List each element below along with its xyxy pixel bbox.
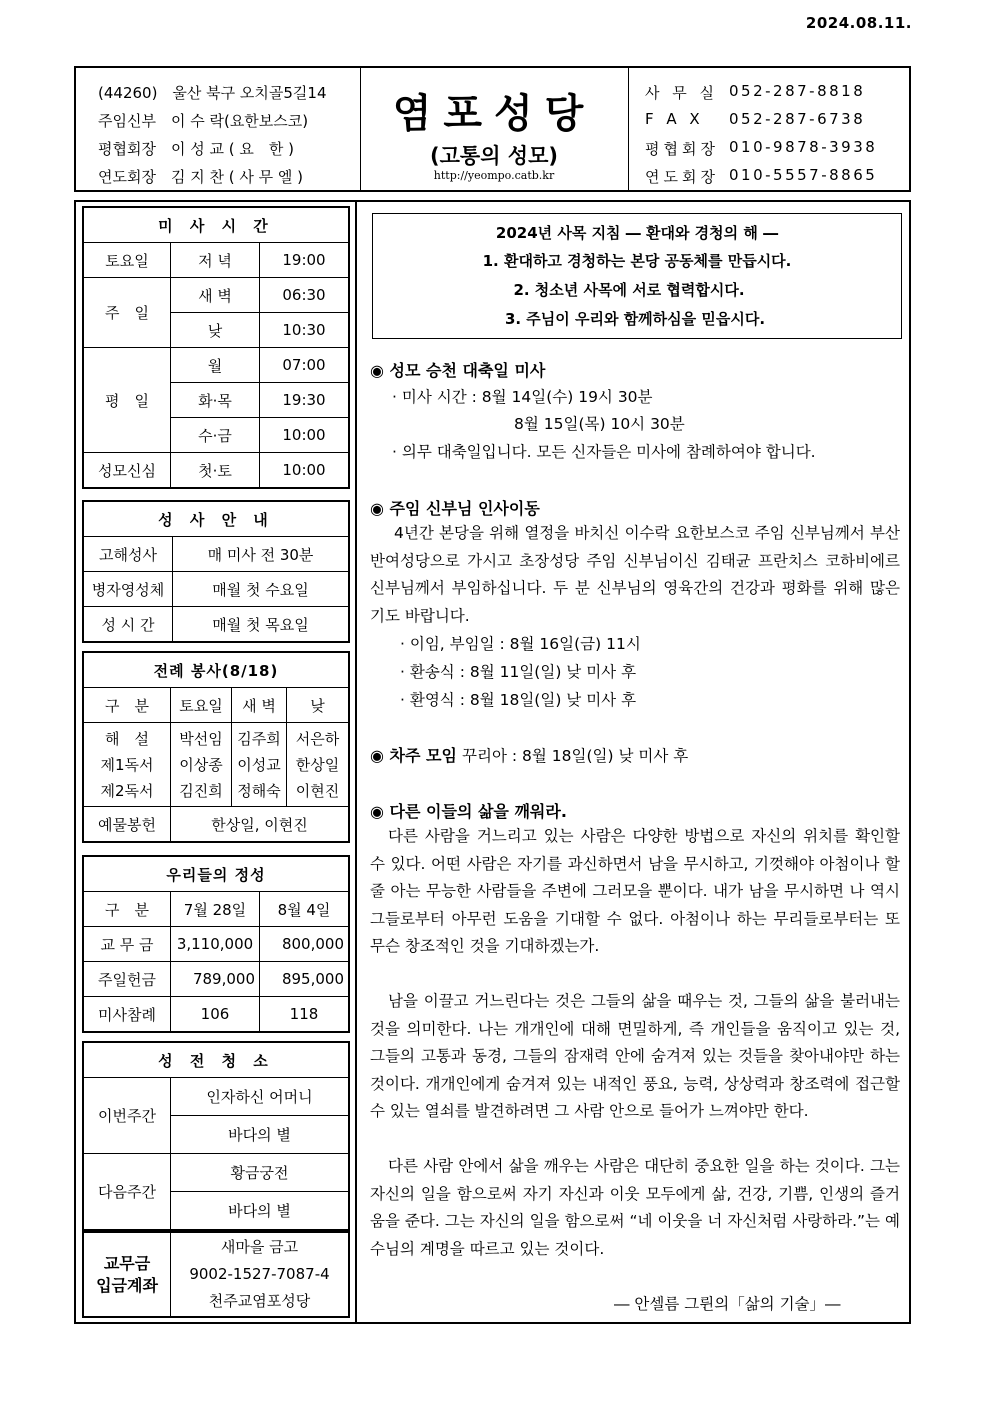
church-name: 염포성당: [392, 91, 596, 137]
contact-fax: F A X 052-287-6738: [645, 110, 866, 128]
pastor-transfer-item: · 환송식 : 8월 11일(일) 낮 미사 후: [400, 663, 637, 681]
contact-office: 사 무 실 052-287-8818: [645, 82, 866, 102]
bullet-icon: ◉: [370, 746, 384, 765]
account-label: 교무금 입금계좌: [83, 1232, 171, 1317]
bulletin-date: 2024.08.11.: [805, 14, 912, 32]
bullet-icon: ◉: [370, 802, 384, 821]
pastor: 주임신부 이 수 락(요한보스코): [98, 112, 309, 130]
guideline-item: 2. 청소년 사목에 서로 협력합시다.: [513, 281, 745, 299]
column-divider: [355, 200, 357, 1324]
contact-council: 평협회장 010-9878-3938: [645, 138, 878, 158]
next-week-meeting: ◉ 차주 모임 꾸리아 : 8월 18일(일) 낮 미사 후: [370, 746, 689, 765]
pastor-transfer-body: 4년간 본당을 위해 열정을 바치신 이수락 요한보스코 주임 신부님께서 부산 반여성당으로 가시고 초장성당 주임 신부님이신 김태균 프란치스 코하비에르 신부님께서 부임하십니다. 두 분 신부님의 영육간의 건강과 평화를 위해 많은 기도 바랍니다.: [370, 524, 900, 625]
reflection-paragraph-1: 다른 사람을 거느리고 있는 사람은 다양한 방법으로 자신의 위치를 확인할 수 있다. 어떤 사람은 자기를 과신하면서 남을 무시하고, 기껏해야 아첨이나 할 줄 아는 무능한 사람들을 주변에 그러모을 뿐이다. 내가 남을 무시하면 나 역시 그들로부터 아무런 도움을 기대할 수 없다. 아첨이나 하는 무리들로부터는 또 무슨 창조적인 것을 기대하겠는가.: [370, 827, 900, 955]
header: [74, 66, 911, 192]
reflection-heading: ◉ 다른 이들의 삶을 깨워라.: [370, 802, 567, 821]
contact-prayer: 연도회장 010-5557-8865: [645, 166, 878, 186]
sacrament-table: 성 사 안 내 고해성사 매 미사 전 30분 병자영성체 매월 첫 수요일 성 시 간 매월 첫 목요일: [82, 500, 350, 643]
account-details: 새마을 금고 9002-1527-7087-4 천주교염포성당: [171, 1232, 350, 1317]
account-table: [82, 1231, 350, 1318]
assumption-mass-heading: ◉ 성모 승천 대축일 미사: [370, 361, 546, 380]
pastor-transfer-heading: ◉ 주임 신부님 인사이동: [370, 499, 540, 518]
assumption-obligation-note: · 의무 대축일입니다. 모든 신자들은 미사에 참례하여야 합니다.: [392, 443, 816, 461]
address: (44260) 울산 북구 오치골5길14: [98, 84, 327, 102]
liturgy-title: 전례 봉사(8/18): [83, 652, 349, 688]
bullet-icon: ◉: [370, 499, 384, 518]
church-patron: (고통의 성모): [430, 144, 558, 168]
pastoral-guideline-box: [372, 213, 902, 339]
pastor-transfer-item: · 이임, 부임일 : 8월 16일(금) 11시: [400, 635, 641, 653]
reflection-source: ― 안셀름 그륀의「삶의 기술」―: [614, 1295, 841, 1313]
pastor-transfer-item: · 환영식 : 8월 18일(일) 낮 미사 후: [400, 691, 637, 709]
council-president: 평협회장 이 성 교 ( 요 한 ): [98, 140, 294, 158]
mass-times-table: 미 사 시 간 토요일 저 녁 19:00 주 일 새 벽 06:30 낮 10:30 평 일 월 07:00 화·목 19:30 수·금 10:00 성모신심 첫·토 10:00: [82, 206, 350, 489]
contact-list: [629, 68, 909, 190]
reflection-paragraph-2: 남을 이끌고 거느린다는 것은 그들의 삶을 때우는 것, 그들의 삶을 불러내는 것을 의미한다. 나는 개개인에 대해 면밀하게, 즉 개인들을 움직이고 있는 것, 그들의 고통과 동경, 그들의 잠재력 안에 숨겨져 있는 것들을 찾아내야만 하는 것이다. 개개인에게 숨겨져 있는 내적인 풍요, 능력, 상상력과 창조력에 접근할 수 있는 열쇠를 발견하려면 그 사람 안으로 들어가 느껴야만 한다.: [370, 992, 900, 1120]
church-title-block: [360, 68, 629, 190]
liturgy-table: 전례 봉사(8/18) 구 분 토요일 새 벽 낮 해 설 제1독서 제2독서 박선임 이상종 김진희 김주희 이성교 정해숙 서은하 한상일 이현진 예물봉헌 한상일, 이현진: [82, 651, 350, 843]
guideline-item: 3. 주님이 우리와 함께하심을 믿읍시다.: [504, 310, 766, 328]
assumption-mass-time: · 미사 시간 : 8월 14일(수) 19시 30분: [392, 388, 653, 406]
offering-table: 우리들의 정성 구 분 7월 28일 8월 4일 교 무 금 3,110,000 800,000 주일헌금 789,000 895,000 미사참례 106 118: [82, 855, 350, 1033]
bullet-icon: ◉: [370, 361, 384, 380]
church-url[interactable]: http://yeompo.catb.kr: [433, 169, 555, 182]
assumption-mass-time-2: 8월 15일(목) 10시 30분: [514, 415, 685, 433]
cleaning-table: 성 전 청 소 이번주간 인자하신 어머니 바다의 별 다음주간 황금궁전 바다의 별: [82, 1041, 350, 1231]
cleaning-title: 성 전 청 소: [83, 1042, 349, 1078]
mass-times-title: 미 사 시 간: [83, 207, 349, 243]
prayer-president: 연도회장 김 지 찬 ( 사 무 엘 ): [98, 168, 303, 186]
reflection-paragraph-3: 다른 사람 안에서 삶을 깨우는 사람은 대단히 중요한 일을 하는 것이다. 그는 자신의 일을 함으로써 자기 자신과 이웃 모두에게 삶, 건강, 기쁨, 인생의 즐거움을 준다. 그는 자신의 일을 함으로써 “네 이웃을 너 자신처럼 사랑하라.”는 예수님의 계명을 따르고 있는 것이다.: [370, 1157, 900, 1258]
guideline-title: 2024년 사목 지침 ― 환대와 경청의 해 ―: [495, 224, 779, 242]
guideline-item: 1. 환대하고 경청하는 본당 공동체를 만듭시다.: [482, 252, 792, 270]
offering-title: 우리들의 정성: [83, 856, 349, 892]
header-info: [76, 68, 361, 190]
sacrament-title: 성 사 안 내: [83, 501, 349, 537]
